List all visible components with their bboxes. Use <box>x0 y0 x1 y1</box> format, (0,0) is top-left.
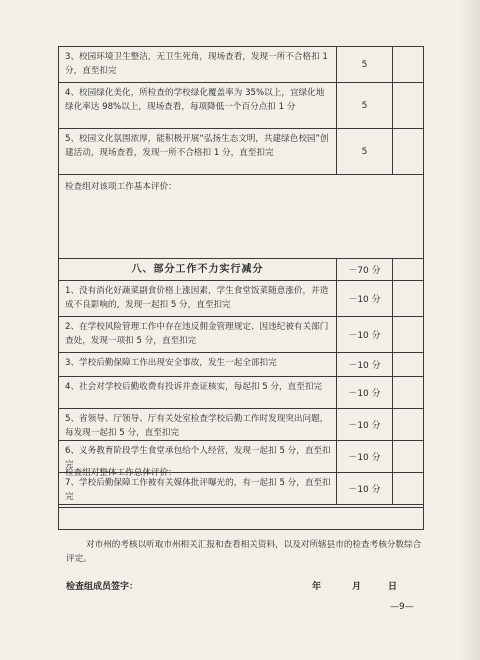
page-number: —9— <box>390 602 414 612</box>
criterion-text: 4、校园绿化美化，所检查的学校绿化覆盖率为 35%以上，宜绿化地绿化率达 98%以上，现场查看，每项降低一个百分点扣 1 分 <box>59 83 337 128</box>
blank-cell <box>393 281 423 316</box>
criterion-text: 3、校园环境卫生整洁，无卫生死角，现场查看，发现一所不合格扣 1 分，直至扣完 <box>59 47 337 82</box>
section-header-row <box>59 259 423 281</box>
deduction-text: 6、义务教育阶段学生食堂承包给个人经营，发现一起扣 5 分，直至扣完 <box>59 441 337 472</box>
deduction-score: －10 分 <box>337 441 393 472</box>
deduction-text: 5、省领导、厅领导、厅有关处室检查学校后勤工作时发现突出问题，每发现一起扣 5 分，直至扣完 <box>59 409 337 440</box>
table-row <box>59 281 423 317</box>
deduction-score: －10 分 <box>337 353 393 376</box>
table-row <box>59 47 423 83</box>
deduction-text: 3、学校后勤保障工作出现安全事故，发生一起全部扣完 <box>59 353 337 376</box>
table-row <box>59 129 423 175</box>
blank-cell <box>393 83 423 128</box>
table-row <box>59 353 423 377</box>
evaluation-row <box>59 175 423 259</box>
table-row <box>59 83 423 129</box>
blank-cell <box>393 259 423 280</box>
blank-cell <box>393 473 423 504</box>
deduction-text: 7、学校后勤保障工作被有关媒体批评曝光的，有一起扣 5 分，直至扣完 <box>59 473 337 504</box>
criterion-score: 5 <box>337 83 393 128</box>
deduction-score: －10 分 <box>337 409 393 440</box>
signature-label: 检查组成员签字： <box>66 582 139 592</box>
evaluation-label: 检查组对该项工作基本评价： <box>65 182 177 192</box>
day-label: 日 <box>388 582 398 592</box>
year-label: 年 <box>312 582 322 592</box>
blank-cell <box>393 353 423 376</box>
criterion-text: 5、校园文化氛围浓厚，能积极开展“弘扬生态文明，共建绿色校园”创建活动，现场查看，发现一所不合格扣 1 分，直至扣完 <box>59 129 337 174</box>
table-row <box>59 317 423 353</box>
deduction-score: －10 分 <box>337 377 393 408</box>
blank-cell <box>393 317 423 352</box>
month-label: 月 <box>352 582 362 592</box>
criterion-score: 5 <box>337 47 393 82</box>
footer-note: 对市州的考核以听取市州相关汇报和查看相关资料，以及对所辖县市的检查考核分数综合评定。 <box>66 540 422 564</box>
deduction-text: 1、没有消化好蔬菜副食价格上涨因素，学生食堂饭菜随意涨价，并造成不良影响的，发现一起扣 5 分，直至扣完 <box>59 281 337 316</box>
evaluation-table <box>58 46 424 508</box>
table-row <box>59 409 423 441</box>
blank-cell <box>393 409 423 440</box>
section-score: －70 分 <box>337 259 393 280</box>
section-title: 八、部分工作不力实行减分 <box>59 259 337 280</box>
blank-cell <box>393 129 423 174</box>
deduction-score: －10 分 <box>337 317 393 352</box>
blank-cell <box>393 441 423 472</box>
deduction-score: －10 分 <box>337 281 393 316</box>
overall-evaluation-label: 检查组对整体工作总体评价： <box>65 468 177 478</box>
deduction-text: 4、社会对学校后勤收费有投诉并查证核实，每起扣 5 分，直至扣完 <box>59 377 337 408</box>
table-row <box>59 377 423 409</box>
deduction-score: －10 分 <box>337 473 393 504</box>
criterion-score: 5 <box>337 129 393 174</box>
blank-cell <box>393 377 423 408</box>
blank-cell <box>393 47 423 82</box>
deduction-text: 2、在学校风险管理工作中存在违反佣金管理规定、因违纪被有关部门查处，发现一项扣 5 分，直至扣完 <box>59 317 337 352</box>
